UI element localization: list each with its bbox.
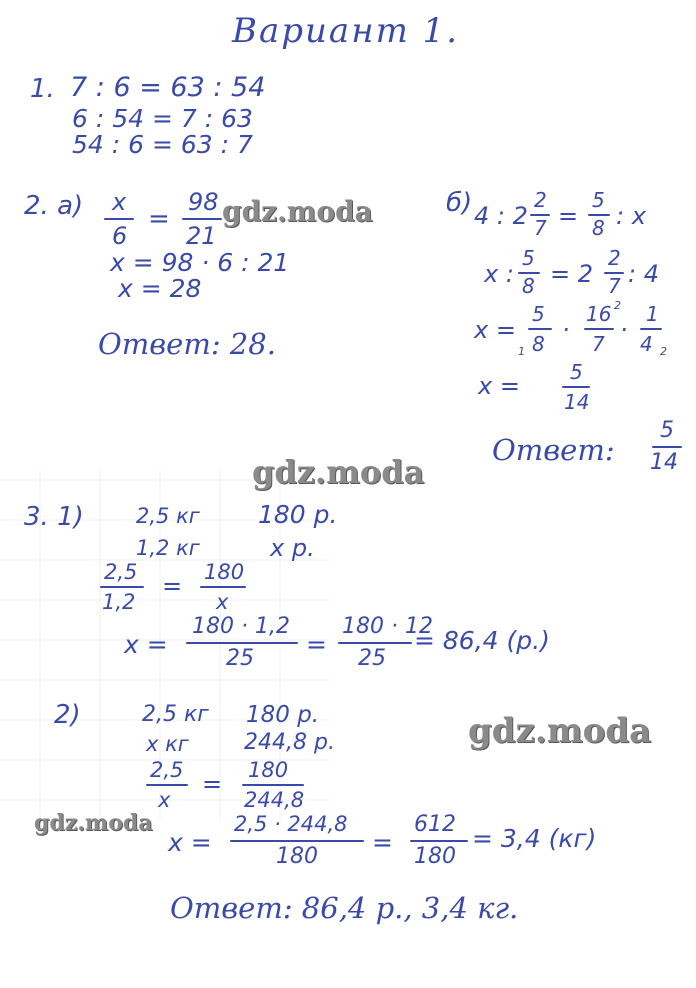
task3-2-calc-n1: 2,5 · 244,8 — [234, 812, 348, 836]
task2b-line4-bar — [562, 386, 590, 388]
task3-2-calc-bar2 — [410, 840, 468, 842]
watermark-logo: gdz.moda — [222, 195, 373, 228]
task2b-line2-mid: = 2 — [550, 260, 594, 288]
task2b-line1-eq: = — [558, 202, 579, 230]
task3-1-calc-bar1 — [186, 642, 298, 644]
task2b-answer: Ответ: — [492, 433, 615, 467]
task3-1-calc-n1: 180 · 1,2 — [192, 614, 290, 639]
task3-1-calc-bar2 — [338, 642, 412, 644]
task3-2-calc-d2: 180 — [414, 844, 456, 869]
task3-1-row2-a: 1,2 кг — [136, 536, 200, 560]
task2a-rhs-bar — [182, 218, 222, 220]
task2a-lhs-num: x — [112, 188, 127, 216]
task3-1-prop-d2: x — [216, 590, 229, 614]
task2b-line3-bar2 — [584, 328, 614, 330]
task1-line2: 6 : 54 = 7 : 63 — [72, 104, 253, 133]
task3-2-number: 2) — [54, 700, 81, 730]
task2a-lhs-den: 6 — [112, 222, 128, 250]
task2b-answer-bar — [652, 446, 682, 448]
task3-1-calc-d1: 25 — [226, 646, 254, 671]
task3-2-calc-bar1 — [230, 840, 364, 842]
task3-1-row2-b: x р. — [270, 534, 315, 562]
task2b-answer-n: 5 — [660, 418, 674, 443]
task3-1-calc-x: x = — [124, 630, 168, 659]
task2b-answer-d: 14 — [650, 450, 678, 475]
task3-1-prop-bar1 — [100, 586, 144, 588]
task3-2-calc-d1: 180 — [276, 844, 318, 869]
task3-2-prop-bar1 — [146, 784, 188, 786]
task2a-line2: x = 98 · 6 : 21 — [110, 248, 290, 277]
task3-2-row1-a: 2,5 кг — [142, 702, 209, 727]
task2b-line3-n3: 1 — [646, 302, 659, 326]
task3-2-calc-n2: 612 — [414, 812, 456, 837]
task3-1-row1-a: 2,5 кг — [136, 504, 200, 528]
task2a-lhs-bar — [104, 218, 134, 220]
task2a-number: 2. а) — [24, 191, 84, 221]
task3-1-number: 3. 1) — [24, 502, 84, 532]
task2b-line1-a: 4 : 2 — [474, 202, 528, 230]
task2b-line3-dot1: · — [562, 316, 570, 344]
task2b-line2-fn: 5 — [522, 246, 535, 270]
task2b-line3-c1: 1 — [518, 345, 525, 358]
task2a-line3: x = 28 — [118, 274, 202, 303]
task3-2-calc-result: = 3,4 (кг) — [472, 824, 597, 853]
task2b-line3-d3: 4 — [640, 332, 653, 356]
task2b-line3-a: x = — [474, 316, 516, 344]
task2b-line3-bar3 — [640, 328, 662, 330]
task3-2-prop-d2: 244,8 — [244, 788, 305, 812]
task2b-line3-c2: 2 — [614, 299, 621, 312]
final-answer: Ответ: 86,4 р., 3,4 кг. — [170, 891, 519, 925]
watermark-logo: gdz.moda — [468, 711, 652, 751]
task3-1-calc-n2: 180 · 12 — [342, 614, 433, 639]
task3-1-calc-eq: = — [306, 630, 327, 659]
task2b-line1-fn: 2 — [534, 188, 547, 212]
task1-number: 1. — [30, 74, 55, 104]
task3-1-row1-b: 180 р. — [258, 500, 338, 529]
watermark-logo: gdz.moda — [34, 810, 153, 836]
task2b-line1-rn: 5 — [592, 188, 605, 212]
task2b-line3-d1: 8 — [532, 332, 545, 356]
task3-2-calc-x: x = — [168, 828, 212, 857]
task1-line1: 7 : 6 = 63 : 54 — [70, 72, 266, 103]
task2b-label: б) — [446, 188, 473, 218]
task2b-line4-n: 5 — [570, 360, 583, 384]
task2a-eq: = — [148, 204, 170, 234]
task3-1-prop-n2: 180 — [204, 560, 245, 584]
task2b-line3-c3: 2 — [660, 345, 667, 358]
task3-2-prop-n2: 180 — [248, 758, 289, 782]
task2b-line1-rd: 8 — [592, 216, 605, 240]
task3-1-calc-d2: 25 — [358, 646, 386, 671]
task3-2-prop-bar2 — [242, 784, 304, 786]
task3-1-prop-eq: = — [162, 572, 183, 600]
task3-1-prop-bar2 — [200, 586, 246, 588]
task2a-answer: Ответ: 28. — [98, 327, 276, 361]
task2b-line4-d: 14 — [564, 390, 590, 414]
task2b-line3-dot2: · — [620, 316, 628, 344]
task3-2-prop-n1: 2,5 — [150, 758, 184, 782]
task3-1-prop-n1: 2,5 — [104, 560, 138, 584]
task2b-line3-n1: 5 — [532, 302, 545, 326]
task2b-line3-d2: 7 — [592, 332, 605, 356]
task2b-line1-tail: : x — [616, 202, 646, 230]
task3-1-calc-result: = 86,4 (р.) — [414, 626, 550, 655]
task3-2-row1-b: 180 р. — [246, 702, 320, 728]
task2b-line2-a: x : — [484, 260, 514, 288]
task2b-line2-gd: 7 — [608, 274, 621, 298]
watermark-logo: gdz.moda — [252, 453, 425, 491]
task3-2-prop-eq: = — [202, 770, 223, 798]
task3-2-prop-d1: x — [158, 788, 171, 812]
task2b-line1-fd: 7 — [534, 216, 547, 240]
task2b-line3-n2: 16 — [586, 302, 612, 326]
task3-2-row2-a: x кг — [146, 732, 189, 756]
task2b-line2-tail: : 4 — [628, 260, 659, 288]
task2b-line2-gn: 2 — [608, 246, 621, 270]
task3-2-row2-b: 244,8 р. — [244, 730, 335, 755]
page-title: Вариант 1. — [232, 11, 460, 51]
task2b-line4-a: x = — [478, 372, 520, 400]
task2a-rhs-num: 98 — [188, 188, 219, 216]
task3-1-prop-d1: 1,2 — [102, 590, 136, 614]
task2b-line2-fd: 8 — [522, 274, 535, 298]
task1-line3: 54 : 6 = 63 : 7 — [72, 130, 253, 159]
task3-2-calc-eq: = — [372, 828, 393, 857]
task2a-rhs-den: 21 — [186, 222, 217, 250]
task2b-line3-bar1 — [528, 328, 552, 330]
